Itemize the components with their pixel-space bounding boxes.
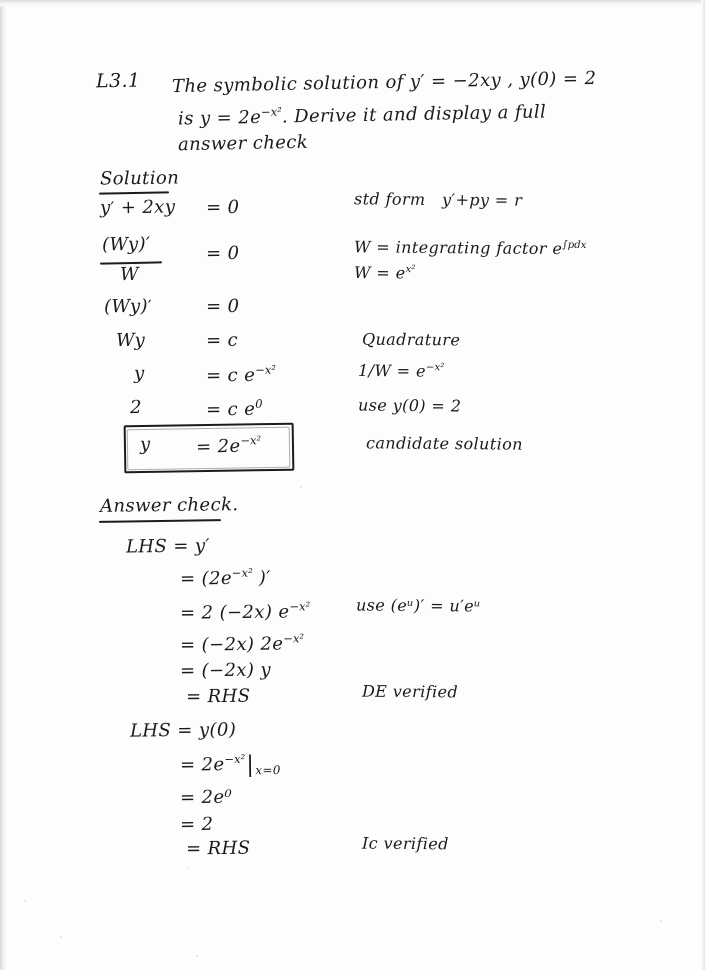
boxed-answer-rel: = $2e^{-x^2}$ [195, 433, 262, 458]
ic-check-note-verified: Ic verified [361, 833, 449, 854]
ic-check-line-3: = 2e⁰ [179, 786, 233, 809]
de-check-line-4: = (−2x) $2e^{-x^2}$ [179, 631, 305, 656]
answer-check-heading: Answer check. [99, 494, 239, 517]
de-check-line-5: = (−2x) y [179, 659, 272, 682]
solution-note-candidate: candidate solution [365, 433, 523, 454]
de-line-3-exponent: −x² [289, 599, 311, 614]
scan-speckle [24, 900, 26, 902]
solution-step-4-lhs: Wy [115, 329, 146, 352]
ic-line-2-exponent: −x² [224, 751, 246, 767]
ic-check-line-1: LHS = y(0) [129, 719, 237, 742]
solution-note-std-form: std form y′+py = r [353, 189, 523, 210]
de-check-note-verified: DE verified [361, 681, 459, 702]
problem-line-3: answer check [177, 131, 309, 156]
solution-step-1-lhs: y′ + 2xy [99, 196, 176, 219]
solution-step-4-rel: = c [205, 329, 239, 352]
page-edge-top [0, 0, 705, 6]
ic-check-line-5: = RHS [185, 837, 251, 860]
scan-speckle [188, 866, 189, 869]
solution-step-5-lhs: y [133, 362, 145, 385]
solution-note-use-ic: use y(0) = 2 [357, 395, 462, 416]
solution-step-2-rel: = 0 [205, 242, 240, 265]
solution-heading: Solution [99, 167, 180, 190]
solution-note-inverse-w: $1/W = e^{-x^2}$ [357, 360, 445, 381]
ic-line-2-evaluation: x=0 [255, 762, 281, 778]
solution-step-6-rel: = c $e^0$ [205, 396, 263, 421]
problem-label: L3.1 [95, 69, 141, 93]
solution-step-5-rel: = c $e^{-x^2}$ [205, 362, 277, 387]
problem-line-2-suffix: . Derive it and display a full [281, 101, 547, 128]
scan-speckle [660, 920, 662, 922]
step-5-exponent: −x² [255, 362, 277, 377]
scan-speckle [196, 955, 198, 957]
integrating-factor-exponent: ∫pdx [562, 238, 587, 252]
solution-note-quadrature: Quadrature [361, 329, 461, 350]
de-check-line-3: = 2 (−2x) $e^{-x^2}$ [179, 599, 311, 624]
solution-note-integrating-factor: W = integrating factor $e^{\int pdx}$ [353, 237, 587, 259]
boxed-answer-lhs: y [139, 433, 151, 456]
solution-step-2-numerator: (Wy)′ [101, 233, 151, 256]
step-6-exponent: 0 [255, 396, 263, 411]
problem-line-2-exponent: −x² [260, 104, 282, 119]
scan-speckle [300, 486, 302, 488]
de-check-note-chain-rule: use (eᵘ)′ = u′eᵘ [355, 595, 481, 616]
de-line-2-exponent: −x² [231, 565, 253, 580]
solution-step-2-denominator: W [119, 263, 140, 286]
solution-step-1-rel: = 0 [205, 196, 240, 219]
page-edge-left [0, 0, 7, 970]
page-edge-right [701, 0, 705, 970]
de-check-line-6: = RHS [185, 685, 251, 708]
solution-step-6-lhs: 2 [129, 396, 142, 419]
ic-check-line-2: = $2e^{-x^2}|_{x=0}$ [179, 751, 281, 778]
problem-line-2 [178, 99, 547, 129]
inverse-w-exponent: −x² [425, 361, 445, 374]
solution-note-w-value: $W = e^{x^2}$ [353, 263, 416, 283]
w-value-exponent: x² [405, 263, 416, 276]
de-check-line-2: = ($2e^{-x^2}$ )′ [179, 565, 271, 590]
answer-check-heading-underline [99, 519, 221, 523]
solution-heading-underline [99, 191, 169, 194]
de-line-4-exponent: −x² [283, 631, 305, 646]
evaluation-bar-icon: | [246, 751, 255, 778]
problem-line-1: The symbolic solution of y′ = −2xy , y(0) = 2 [171, 67, 597, 98]
boxed-answer-exponent: −x² [240, 433, 262, 448]
ic-check-line-4: = 2 [179, 813, 214, 836]
de-check-line-1: LHS = y′ [125, 535, 211, 558]
scan-speckle [60, 936, 62, 938]
solution-step-3-lhs: (Wy)′ [103, 295, 153, 318]
solution-step-3-rel: = 0 [205, 295, 240, 318]
problem-line-2-prefix: is y = 2e [177, 106, 262, 130]
